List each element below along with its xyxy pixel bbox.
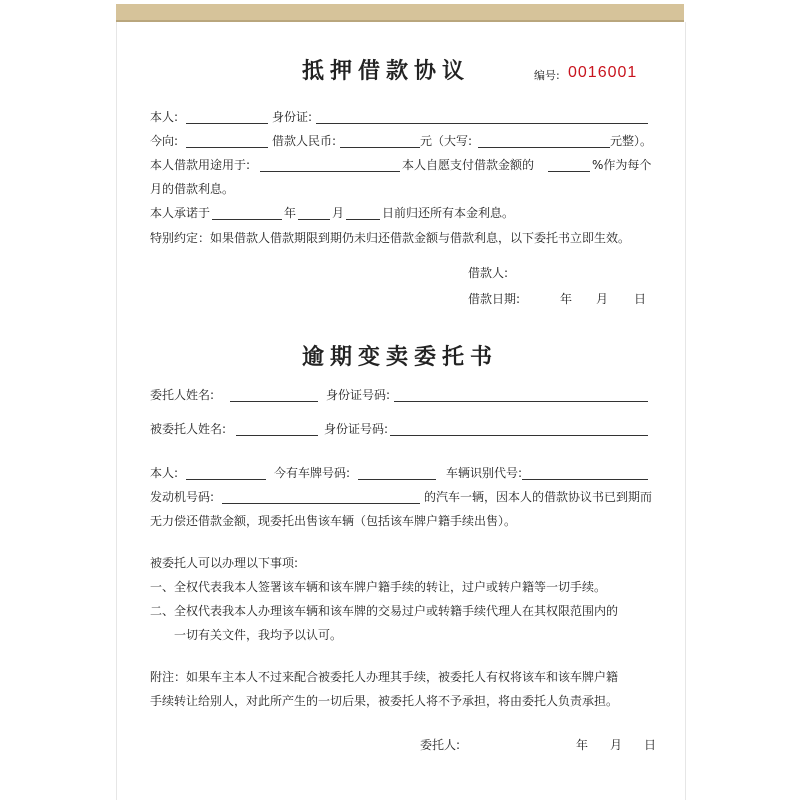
item-two-continued: 一切有关文件，我均予以认可。 [174, 628, 343, 642]
capital-amount-label: 元（大写: [420, 134, 473, 148]
promise-label: 本人承诺于 [150, 206, 211, 220]
engine-number-field[interactable] [222, 503, 420, 504]
sign-date-month: 月 [610, 738, 623, 752]
loan-amount-field[interactable] [340, 147, 420, 148]
principal-signature-label: 委托人: [420, 738, 461, 752]
item-one: 一、全权代表我本人签署该车辆和该车牌户籍手续的转让，过户或转户籍等一切手续。 [150, 580, 607, 594]
borrower-label: 本人: [150, 110, 179, 124]
vin-field[interactable] [522, 479, 648, 480]
principal-name-label: 委托人姓名: [150, 388, 215, 402]
loan-date-month: 月 [596, 292, 609, 306]
repay-month-label: 月 [332, 206, 345, 220]
note-line1: 附注：如果车主本人不过来配合被委托人办理其手续，被委托人有权将该车和该车牌户籍 [150, 670, 619, 684]
vin-label: 车辆识别代号: [446, 466, 523, 480]
repay-year-field[interactable] [212, 219, 282, 220]
owner-label: 本人: [150, 466, 179, 480]
interest-percent-field[interactable] [548, 171, 590, 172]
repay-day-field[interactable] [346, 219, 380, 220]
purpose-field[interactable] [260, 171, 400, 172]
serial-number: 0016001 [568, 64, 638, 81]
special-terms-text: 特别约定：如果借款人借款期限到期仍未归还借款金额与借款利息，以下委托书立即生效。 [150, 231, 631, 245]
repay-month-field[interactable] [298, 219, 330, 220]
capital-amount-field[interactable] [478, 147, 610, 148]
lender-name-field[interactable] [186, 147, 268, 148]
monthly-interest-text: 月的借款利息。 [150, 182, 235, 196]
loan-date-label: 借款日期: [468, 292, 521, 306]
borrower-name-field[interactable] [186, 123, 268, 124]
agent-name-label: 被委托人姓名: [150, 422, 227, 436]
owner-name-field[interactable] [186, 479, 266, 480]
car-text-line2: 无力偿还借款金额，现委托出售该车辆（包括该车牌户籍手续出售）。 [150, 514, 517, 528]
sign-date-year: 年 [576, 738, 589, 752]
yuan-whole-label: 元整）。 [610, 134, 653, 148]
sign-date-day: 日 [644, 738, 657, 752]
agreement-title: 抵押借款协议 [302, 58, 471, 84]
principal-name-field[interactable] [230, 401, 318, 402]
loan-date-year: 年 [560, 292, 573, 306]
engine-label: 发动机号码: [150, 490, 215, 504]
loan-date-day: 日 [634, 292, 647, 306]
id-label: 身份证: [272, 110, 313, 124]
entrust-title: 逾期变卖委托书 [302, 344, 499, 370]
repay-year-label: 年 [284, 206, 297, 220]
principal-id-field[interactable] [394, 401, 648, 402]
plate-label: 今有车牌号码: [274, 466, 351, 480]
serial-label: 编号: [534, 69, 560, 82]
note-line2: 手续转让给别人，对此所产生的一切后果，被委托人将不予承担，将由委托人负责承担。 [150, 694, 619, 708]
agent-name-field[interactable] [236, 435, 318, 436]
lender-label: 今向: [150, 134, 179, 148]
agent-id-field[interactable] [390, 435, 648, 436]
plate-number-field[interactable] [358, 479, 436, 480]
car-text-line1: 的汽车一辆，因本人的借款协议书已到期而 [424, 490, 653, 504]
pad-binding [116, 4, 684, 21]
willing-pay-label: 本人自愿支付借款金额的 [402, 158, 535, 172]
items-intro: 被委托人可以办理以下事项: [150, 556, 299, 570]
item-two: 二、全权代表我本人办理该车辆和该车牌的交易过户或转籍手续代理人在其权限范围内的 [150, 604, 619, 618]
loan-amount-label: 借款人民币: [272, 134, 337, 148]
purpose-label: 本人借款用途用于: [150, 158, 251, 172]
repay-day-text: 日前归还所有本金利息。 [382, 206, 515, 220]
borrower-id-field[interactable] [316, 123, 648, 124]
percent-label: %作为每个 [592, 158, 652, 172]
agent-id-label: 身份证号码: [324, 422, 389, 436]
borrower-signature-label: 借款人: [468, 266, 509, 280]
principal-id-label: 身份证号码: [326, 388, 391, 402]
